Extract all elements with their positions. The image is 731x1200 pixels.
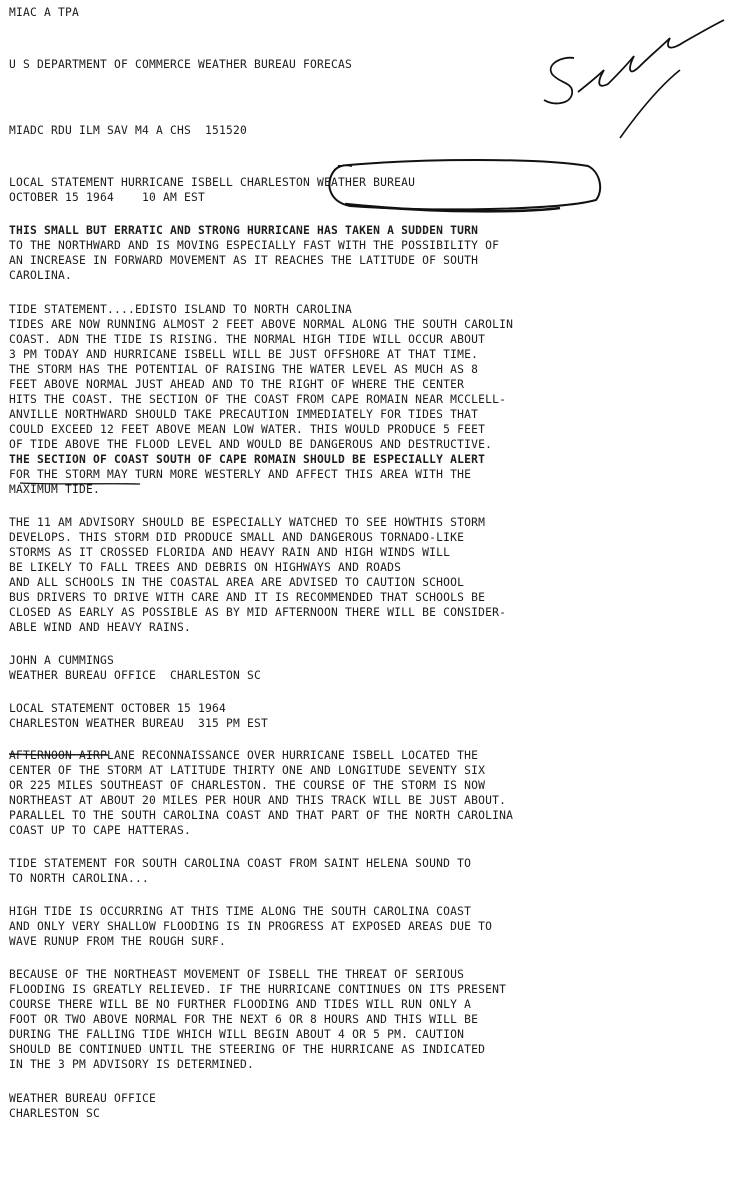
text-line: AFTERNOON AIRPLANE RECONNAISSANCE OVER HURRICANE ISBELL LOCATED THE bbox=[9, 749, 479, 762]
text-line: THE 11 AM ADVISORY SHOULD BE ESPECIALLY WATCHED TO SEE HOWTHIS STORM bbox=[9, 516, 486, 529]
text-line: THE SECTION OF COAST SOUTH OF CAPE ROMAIN SHOULD BE ESPECIALLY ALERT bbox=[9, 453, 486, 466]
text-line: DEVELOPS. THIS STORM DID PRODUCE SMALL AND DANGEROUS TORNADO-LIKE bbox=[9, 531, 465, 544]
text-line: IN THE 3 PM ADVISORY IS DETERMINED. bbox=[9, 1058, 255, 1071]
text-line: FOOT OR TWO ABOVE NORMAL FOR THE NEXT 6 OR 8 HOURS AND THIS WILL BE bbox=[9, 1013, 479, 1026]
station-code-line: MIADC RDU ILM SAV M4 A CHS 151520 bbox=[9, 124, 248, 137]
text-line: WAVE RUNUP FROM THE ROUGH SURF. bbox=[9, 935, 227, 948]
text-line: DURING THE FALLING TIDE WHICH WILL BEGIN ABOUT 4 OR 5 PM. CAUTION bbox=[9, 1028, 465, 1041]
text-line: 3 PM TODAY AND HURRICANE ISBELL WILL BE JUST OFFSHORE AT THAT TIME. bbox=[9, 348, 479, 361]
text-line: MAXIMUM TIDE. bbox=[9, 483, 101, 496]
handwritten-save-note bbox=[544, 20, 724, 138]
signature-office: WEATHER BUREAU OFFICE CHARLESTON SC bbox=[9, 669, 262, 682]
text-line: CENTER OF THE STORM AT LATITUDE THIRTY ONE AND LONGITUDE SEVENTY SIX bbox=[9, 764, 486, 777]
agency-line: U S DEPARTMENT OF COMMERCE WEATHER BUREAU FORECAS bbox=[9, 58, 353, 71]
text-line: AN INCREASE IN FORWARD MOVEMENT AS IT REACHES THE LATITUDE OF SOUTH bbox=[9, 254, 479, 267]
text-line: COAST UP TO CAPE HATTERAS. bbox=[9, 824, 192, 837]
text-line: TO THE NORTHWARD AND IS MOVING ESPECIALLY FAST WITH THE POSSIBILITY OF bbox=[9, 239, 500, 252]
text-line: TO NORTH CAROLINA... bbox=[9, 872, 150, 885]
text-line: PARALLEL TO THE SOUTH CAROLINA COAST AND THAT PART OF THE NORTH CAROLINA bbox=[9, 809, 514, 822]
signature-city: CHARLESTON SC bbox=[9, 1107, 101, 1120]
text-line: AND ALL SCHOOLS IN THE COASTAL AREA ARE ADVISED TO CAUTION SCHOOL bbox=[9, 576, 465, 589]
statement1-title: LOCAL STATEMENT HURRICANE ISBELL CHARLESTON WEATHER BUREAU bbox=[9, 176, 416, 189]
text-line: ABLE WIND AND HEAVY RAINS. bbox=[9, 621, 192, 634]
text-line: OR 225 MILES SOUTHEAST OF CHARLESTON. THE COURSE OF THE STORM IS NOW bbox=[9, 779, 486, 792]
text-line: CAROLINA. bbox=[9, 269, 73, 282]
text-line: BECAUSE OF THE NORTHEAST MOVEMENT OF ISBELL THE THREAT OF SERIOUS bbox=[9, 968, 465, 981]
text-line: TIDE STATEMENT....EDISTO ISLAND TO NORTH CAROLINA bbox=[9, 303, 353, 316]
text-line: FEET ABOVE NORMAL JUST AHEAD AND TO THE RIGHT OF WHERE THE CENTER bbox=[9, 378, 465, 391]
statement2-subtitle: CHARLESTON WEATHER BUREAU 315 PM EST bbox=[9, 717, 269, 730]
text-line: FLOODING IS GREATLY RELIEVED. IF THE HURRICANE CONTINUES ON ITS PRESENT bbox=[9, 983, 507, 996]
text-line: BUS DRIVERS TO DRIVE WITH CARE AND IT IS RECOMMENDED THAT SCHOOLS BE bbox=[9, 591, 486, 604]
signature-office: WEATHER BUREAU OFFICE bbox=[9, 1092, 157, 1105]
text-line: FOR THE STORM MAY TURN MORE WESTERLY AND AFFECT THIS AREA WITH THE bbox=[9, 468, 472, 481]
text-line: HIGH TIDE IS OCCURRING AT THIS TIME ALONG THE SOUTH CAROLINA COAST bbox=[9, 905, 472, 918]
text-line: HITS THE COAST. THE SECTION OF THE COAST FROM CAPE ROMAIN NEAR MCCLELL- bbox=[9, 393, 507, 406]
text-line: THE STORM HAS THE POTENTIAL OF RAISING THE WATER LEVEL AS MUCH AS 8 bbox=[9, 363, 479, 376]
text-line: OF TIDE ABOVE THE FLOOD LEVEL AND WOULD BE DANGEROUS AND DESTRUCTIVE. bbox=[9, 438, 493, 451]
signature-name: JOHN A CUMMINGS bbox=[9, 654, 115, 667]
text-line: COULD EXCEED 12 FEET ABOVE MEAN LOW WATER. THIS WOULD PRODUCE 5 FEET bbox=[9, 423, 486, 436]
text-line: SHOULD BE CONTINUED UNTIL THE STEERING OF THE HURRICANE AS INDICATED bbox=[9, 1043, 486, 1056]
text-line: NORTHEAST AT ABOUT 20 MILES PER HOUR AND THIS TRACK WILL BE JUST ABOUT. bbox=[9, 794, 507, 807]
text-line: STORMS AS IT CROSSED FLORIDA AND HEAVY RAIN AND HIGH WINDS WILL bbox=[9, 546, 451, 559]
text-line: THIS SMALL BUT ERRATIC AND STRONG HURRICANE HAS TAKEN A SUDDEN TURN bbox=[9, 224, 479, 237]
text-line: AND ONLY VERY SHALLOW FLOODING IS IN PROGRESS AT EXPOSED AREAS DUE TO bbox=[9, 920, 493, 933]
text-line: COURSE THERE WILL BE NO FURTHER FLOODING AND TIDES WILL RUN ONLY A bbox=[9, 998, 472, 1011]
statement2-title: LOCAL STATEMENT OCTOBER 15 1964 bbox=[9, 702, 227, 715]
text-line: TIDES ARE NOW RUNNING ALMOST 2 FEET ABOVE NORMAL ALONG THE SOUTH CAROLIN bbox=[9, 318, 514, 331]
routing-line: MIAC A TPA bbox=[9, 6, 80, 19]
text-line: ANVILLE NORTHWARD SHOULD TAKE PRECAUTION IMMEDIATELY FOR TIDES THAT bbox=[9, 408, 479, 421]
text-line: CLOSED AS EARLY AS POSSIBLE AS BY MID AFTERNOON THERE WILL BE CONSIDER- bbox=[9, 606, 507, 619]
hand-drawn-underline bbox=[345, 204, 560, 211]
text-line: COAST. ADN THE TIDE IS RISING. THE NORMAL HIGH TIDE WILL OCCUR ABOUT bbox=[9, 333, 486, 346]
statement1-date: OCTOBER 15 1964 10 AM EST bbox=[9, 191, 206, 204]
text-line: BE LIKELY TO FALL TREES AND DEBRIS ON HIGHWAYS AND ROADS bbox=[9, 561, 402, 574]
text-line: TIDE STATEMENT FOR SOUTH CAROLINA COAST FROM SAINT HELENA SOUND TO bbox=[9, 857, 472, 870]
